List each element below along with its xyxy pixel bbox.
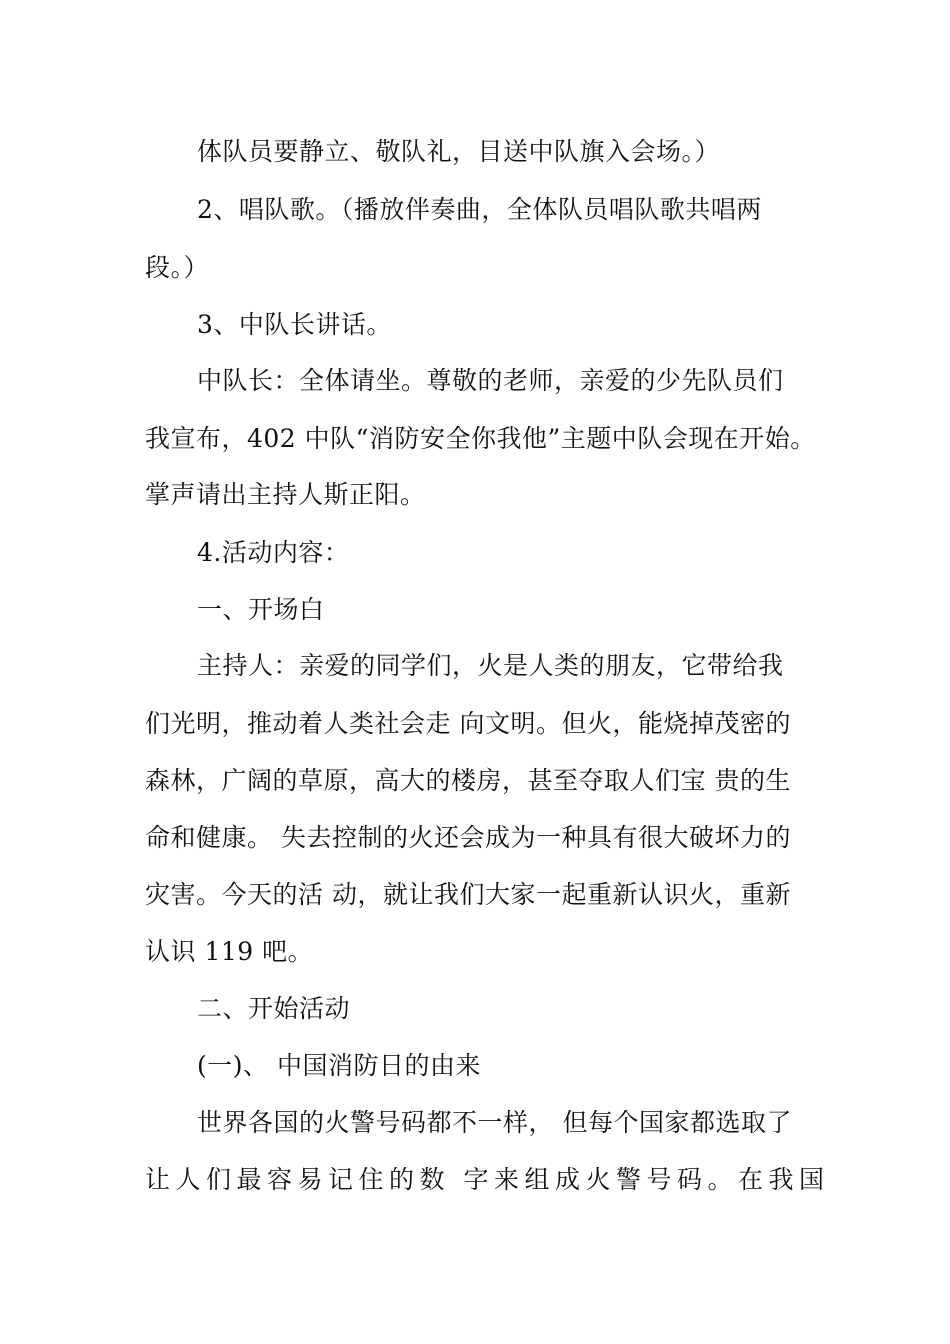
paragraph-line: 段。）	[145, 253, 210, 282]
paragraph-line: 主持人：亲爱的同学们，火是人类的朋友，它带给我	[197, 651, 784, 680]
paragraph-line: 4.活动内容：	[197, 538, 350, 567]
paragraph-line: 们光明，推动着人类社会走 向文明。但火，能烧掉茂密的	[145, 709, 791, 738]
paragraph-line: 世界各国的火警号码都不一样， 但每个国家都选取了	[197, 1108, 792, 1137]
paragraph-line: 2、唱队歌。（播放伴奏曲，全体队员唱队歌共唱两	[197, 195, 762, 224]
section-heading: 一、开场白	[197, 595, 325, 624]
paragraph-line: 掌声请出主持人斯正阳。	[145, 480, 426, 509]
paragraph-line: 3、中队长讲话。	[197, 310, 392, 339]
paragraph-line: 灾害。今天的活 动，就让我们大家一起重新认识火，重新	[145, 880, 791, 909]
paragraph-line: 命和健康。 失去控制的火还会成为一种具有很大破坏力的	[145, 823, 791, 852]
paragraph-line: 森林，广阔的草原，高大的楼房，甚至夺取人们宝 贵的生	[145, 766, 791, 795]
subsection-heading: (一)、 中国消防日的由来	[197, 1051, 481, 1080]
section-heading: 二、开始活动	[197, 994, 351, 1023]
paragraph-line: 认识 119 吧。	[145, 937, 314, 966]
paragraph-line: 中队长：全体请坐。尊敬的老师，亲爱的少先队员们	[197, 366, 784, 395]
paragraph-line: 我宣布，402 中队“消防安全你我他”主题中队会现在开始。	[145, 424, 816, 453]
paragraph-line: 体队员要静立、敬队礼，目送中队旗入会场。）	[197, 137, 721, 166]
paragraph-line: 让人们最容易记住的数 字来组成火警号码。在我国	[145, 1165, 830, 1194]
